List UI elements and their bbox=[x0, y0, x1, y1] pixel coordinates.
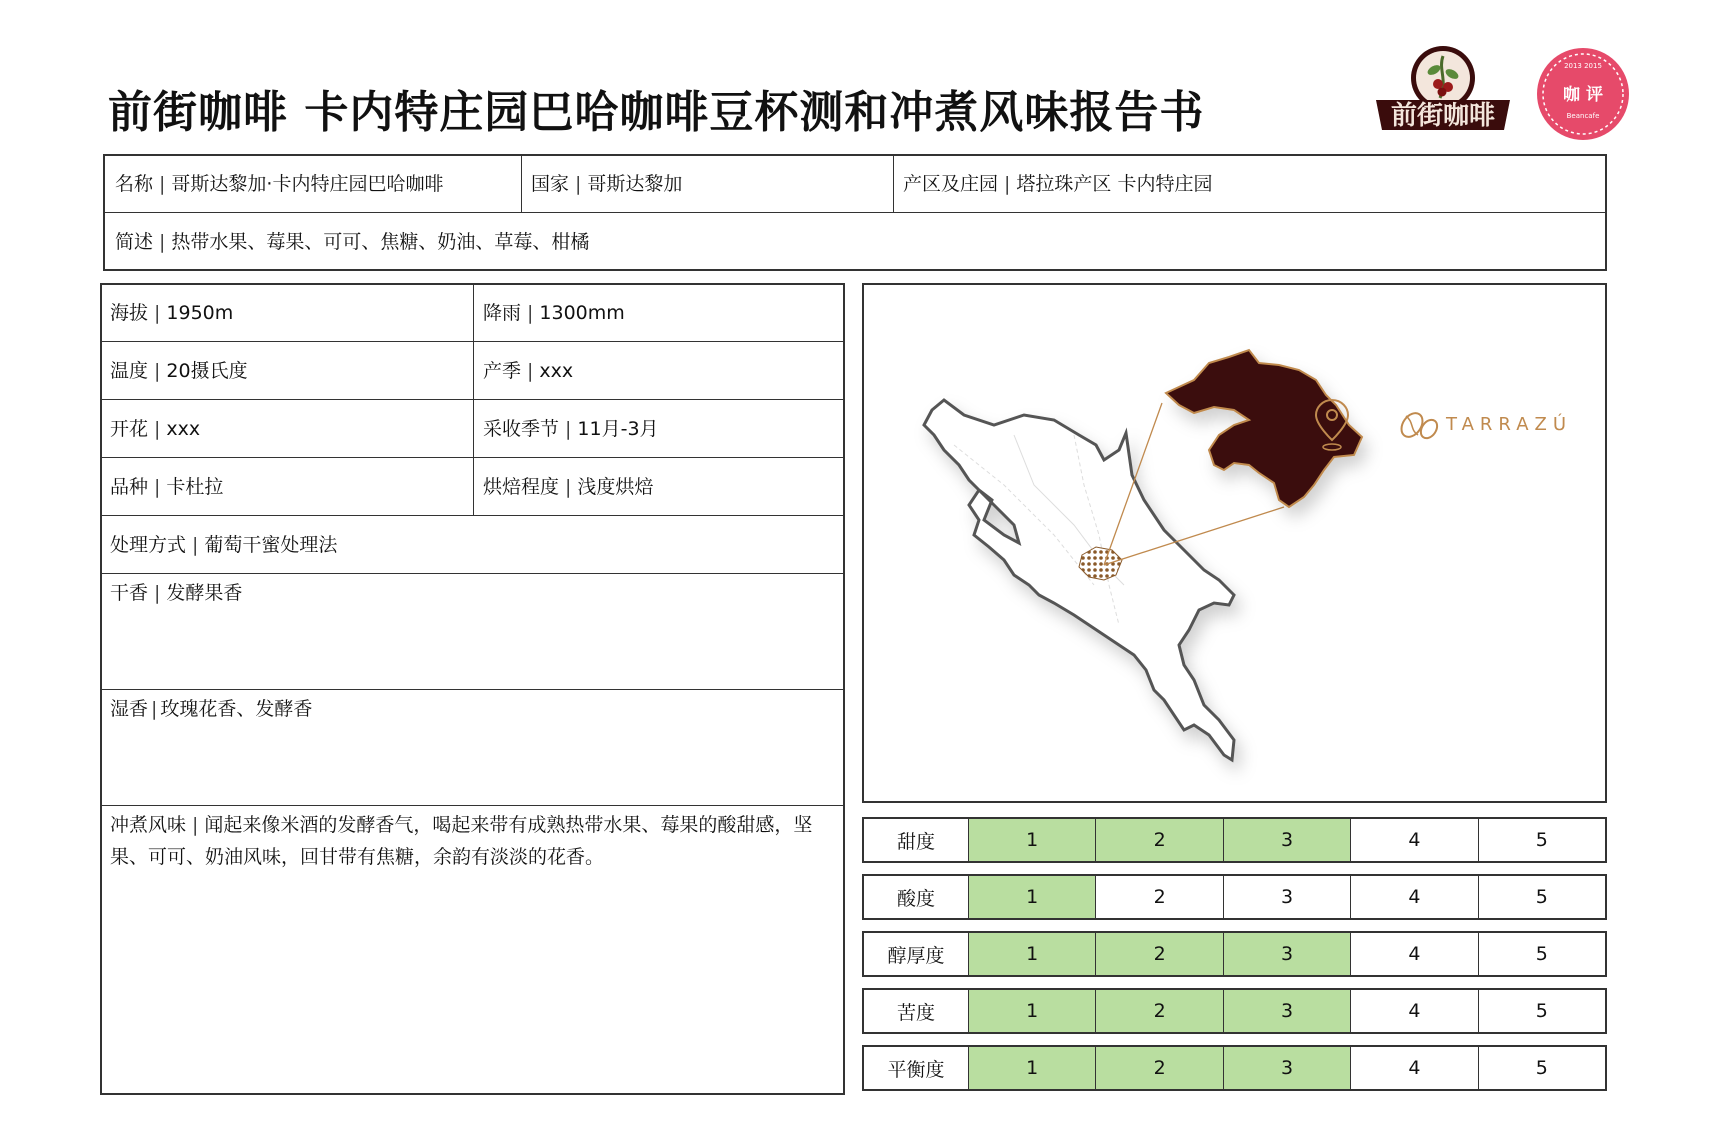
rating-cell: 2 bbox=[1096, 1047, 1223, 1089]
review-logo-sub: Beancafe bbox=[1566, 112, 1600, 120]
wet-aroma-field: 湿香 | 玫瑰花香、发酵香 bbox=[110, 698, 313, 720]
rating-cell: 4 bbox=[1351, 990, 1478, 1032]
rating-cell: 3 bbox=[1224, 933, 1351, 975]
flowering-value: xxx bbox=[166, 418, 201, 440]
rating-cell: 5 bbox=[1535, 829, 1548, 851]
review-logo-years: 2013 2015 bbox=[1564, 62, 1602, 70]
rating-label: 苦度 bbox=[864, 990, 969, 1032]
rating-cell: 3 bbox=[1224, 819, 1351, 861]
brew-flavor-field: 冲煮风味 | 闻起来像米酒的发酵香气，喝起来带有成熟热带水果、莓果的酸甜感，坚果、可可、奶油风味，回甘带有焦糖，余韵有淡淡的花香。 bbox=[110, 814, 813, 868]
rating-cell: 5 bbox=[1535, 886, 1548, 908]
rating-label: 醇厚度 bbox=[864, 933, 969, 975]
season-value: xxx bbox=[539, 360, 574, 382]
rating-cell: 4 bbox=[1351, 876, 1478, 918]
temperature-value: 20摄氏度 bbox=[166, 360, 248, 382]
description-value: 热带水果、莓果、可可、焦糖、奶油、草莓、柑橘 bbox=[171, 231, 590, 253]
name-value: 哥斯达黎加·卡内特庄园巴哈咖啡 bbox=[171, 173, 444, 195]
rating-cell: 4 bbox=[1351, 819, 1478, 861]
name-field: 名称 | 哥斯达黎加·卡内特庄园巴哈咖啡 bbox=[115, 173, 444, 195]
rating-cell: 4 bbox=[1351, 1047, 1478, 1089]
coffee-bean-icon bbox=[1397, 409, 1440, 441]
brand-logo-text: 前街咖啡 bbox=[1390, 101, 1496, 131]
origin-map bbox=[862, 283, 1607, 803]
dry-aroma-value: 发酵果香 bbox=[166, 582, 243, 604]
rating-cell: 3 bbox=[1224, 990, 1351, 1032]
page-title: 前街咖啡 卡内特庄园巴哈咖啡豆杯测和冲煮风味报告书 bbox=[108, 87, 1205, 138]
roast-label: 烘焙程度 bbox=[483, 476, 560, 498]
country-value: 哥斯达黎加 bbox=[587, 173, 683, 195]
region-field: 产区及庄园 | 塔拉珠产区 卡内特庄园 bbox=[903, 173, 1213, 195]
process-field: 处理方式 | 葡萄干蜜处理法 bbox=[110, 534, 338, 556]
brew-flavor-label: 冲煮风味 bbox=[110, 814, 187, 836]
altitude-label: 海拔 bbox=[110, 302, 149, 324]
variety-label: 品种 bbox=[110, 476, 149, 498]
rating-cell: 2 bbox=[1096, 990, 1223, 1032]
rating-cell: 1 bbox=[969, 933, 1096, 975]
rating-label: 平衡度 bbox=[864, 1047, 969, 1089]
altitude-value: 1950m bbox=[166, 302, 234, 324]
rating-cell: 1 bbox=[969, 819, 1096, 861]
rain-field: 降雨 | 1300mm bbox=[483, 302, 625, 324]
details-table bbox=[100, 283, 845, 1095]
country-label: 国家 bbox=[531, 173, 570, 195]
process-label: 处理方式 bbox=[110, 534, 187, 556]
review-logo-text: 咖 评 bbox=[1563, 85, 1603, 105]
harvest-value: 11月-3月 bbox=[577, 418, 659, 440]
rating-cell: 5 bbox=[1535, 1000, 1548, 1022]
rating-row bbox=[862, 1045, 1607, 1091]
season-label: 产季 bbox=[483, 360, 522, 382]
name-label: 名称 bbox=[115, 173, 154, 195]
country-outline bbox=[924, 400, 1234, 760]
wet-aroma-label: 湿香 bbox=[110, 698, 149, 720]
dry-aroma-field: 干香 | 发酵果香 bbox=[110, 582, 243, 604]
map-region-name: TARRAZÚ bbox=[1446, 414, 1573, 435]
brew-flavor-value: 闻起来像米酒的发酵香气，喝起来带有成熟热带水果、莓果的酸甜感，坚果、可可、奶油风味，回甘带有焦糖，余韵有淡淡的花香。 bbox=[110, 814, 813, 868]
brand-logo bbox=[1368, 40, 1518, 140]
harvest-field: 采收季节 | 11月-3月 bbox=[483, 418, 659, 440]
rating-row bbox=[862, 874, 1607, 920]
rating-cell: 2 bbox=[1096, 933, 1223, 975]
header-info-table bbox=[103, 154, 1607, 271]
rating-cell: 1 bbox=[969, 1047, 1096, 1089]
harvest-label: 采收季节 bbox=[483, 418, 560, 440]
rating-cell: 3 bbox=[1224, 876, 1351, 918]
variety-value: 卡杜拉 bbox=[166, 476, 224, 498]
temperature-field: 温度 | 20摄氏度 bbox=[110, 360, 248, 382]
rating-cell: 2 bbox=[1096, 819, 1223, 861]
rain-label: 降雨 bbox=[483, 302, 522, 324]
rating-row bbox=[862, 988, 1607, 1034]
rating-cell: 4 bbox=[1351, 933, 1478, 975]
flowering-label: 开花 bbox=[110, 418, 149, 440]
region-label: 产区及庄园 bbox=[903, 173, 999, 195]
rating-cell: 5 bbox=[1535, 943, 1548, 965]
rating-cell: 1 bbox=[969, 990, 1096, 1032]
altitude-field: 海拔 | 1950m bbox=[110, 302, 234, 324]
rating-cell: 2 bbox=[1096, 876, 1223, 918]
description-field: 简述 | 热带水果、莓果、可可、焦糖、奶油、草莓、柑橘 bbox=[115, 231, 590, 253]
wet-aroma-value: 玫瑰花香、发酵香 bbox=[160, 698, 313, 720]
flowering-field: 开花 | xxx bbox=[110, 418, 201, 440]
variety-field: 品种 | 卡杜拉 bbox=[110, 476, 224, 498]
rating-label: 酸度 bbox=[864, 876, 969, 918]
temperature-label: 温度 bbox=[110, 360, 149, 382]
rating-label: 甜度 bbox=[864, 819, 969, 861]
rating-cell: 3 bbox=[1224, 1047, 1351, 1089]
season-field: 产季 | xxx bbox=[483, 360, 574, 382]
dry-aroma-label: 干香 bbox=[110, 582, 149, 604]
roast-field: 烘焙程度 | 浅度烘焙 bbox=[483, 476, 654, 498]
rain-value: 1300mm bbox=[539, 302, 625, 324]
rating-row bbox=[862, 817, 1607, 863]
tarrazu-region bbox=[1166, 350, 1362, 507]
review-logo bbox=[1535, 46, 1631, 142]
rating-cell: 5 bbox=[1535, 1057, 1548, 1079]
rating-cell: 1 bbox=[969, 876, 1096, 918]
region-value: 塔拉珠产区 卡内特庄园 bbox=[1016, 173, 1213, 195]
rating-row bbox=[862, 931, 1607, 977]
description-label: 简述 bbox=[115, 231, 154, 253]
country-field: 国家 | 哥斯达黎加 bbox=[531, 173, 683, 195]
roast-value: 浅度烘焙 bbox=[577, 476, 654, 498]
process-value: 葡萄干蜜处理法 bbox=[204, 534, 338, 556]
